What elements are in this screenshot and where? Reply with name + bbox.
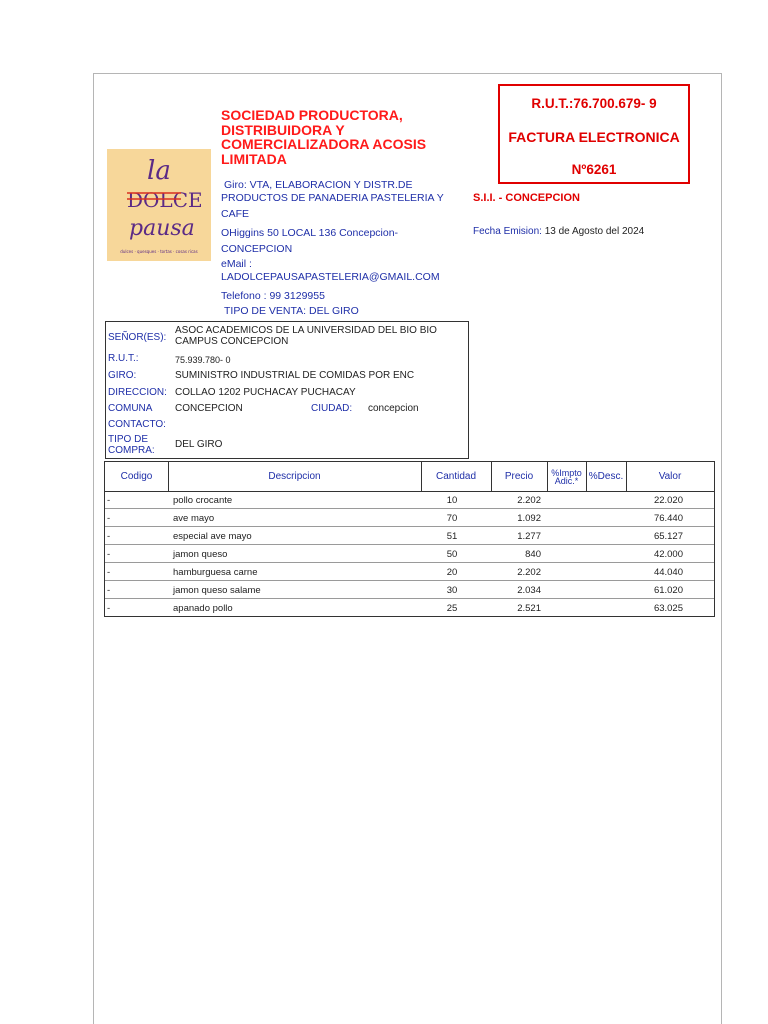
cell-value: 76.440 [653,513,683,524]
issuer-giro-line: CAFE [221,208,250,220]
cell-quantity: 20 [446,567,458,578]
col-header-impto [547,462,586,491]
company-logo [107,149,211,261]
invoice-page [93,73,722,1024]
issuer-email-label: eMail : [221,258,252,270]
issue-date-value: 13 de Agosto del 2024 [544,226,645,237]
client-giro: SUMINISTRO INDUSTRIAL DE COMIDAS POR ENC [175,370,415,381]
column-divider [491,462,492,491]
col-header-codigo: Codigo [120,471,153,482]
column-divider [168,462,169,491]
client-tipo-compra: DEL GIRO [175,439,223,450]
col-header-cantidad: Cantidad [435,471,477,482]
row-divider [105,598,714,599]
cell-code: - [107,585,111,596]
cell-price: 1.277 [517,531,541,542]
company-name [221,108,451,166]
client-label-tipo-compra-1: TIPO DE [108,434,149,445]
cell-quantity: 25 [446,603,458,614]
issuer-address-line: CONCEPCION [221,243,293,255]
cell-code: - [107,549,111,560]
cell-code: - [107,603,111,614]
col-header-valor: Valor [658,471,682,482]
row-divider [105,508,714,509]
row-divider [105,562,714,563]
client-label-rut: R.U.T.: [108,353,139,364]
cell-price: 2.034 [517,585,541,596]
cell-code: - [107,567,111,578]
company-name-line: COMERCIALIZADORA ACOSIS [221,136,427,152]
company-name-line: SOCIEDAD PRODUCTORA, [221,107,403,123]
company-name-line: LIMITADA [221,150,287,167]
cell-quantity: 30 [446,585,458,596]
issuer-giro-line: PRODUCTOS DE PANADERIA PASTELERIA Y [221,192,444,204]
client-direccion: COLLAO 1202 PUCHACAY PUCHACAY [175,387,356,398]
cell-value: 65.127 [653,531,683,542]
cell-value: 63.025 [653,603,683,614]
cell-quantity: 10 [446,495,458,506]
column-divider [626,462,627,491]
cell-description: especial ave mayo [173,531,252,542]
client-name-line2: CAMPUS CONCEPCION [175,336,289,347]
cell-price: 2.521 [517,603,541,614]
client-label-tipo-compra-2: COMPRA: [108,445,155,456]
client-rut: 75.939.780- 0 [175,355,231,365]
table-row [105,510,714,527]
cell-price: 2.202 [517,495,541,506]
cell-value: 44.040 [653,567,683,578]
items-table [104,461,715,617]
col-header-precio: Precio [504,471,534,482]
client-label-senor: SEÑOR(ES): [108,332,167,343]
invoice-id-box [498,84,690,184]
client-ciudad: concepcion [368,403,419,414]
issuer-phone: Telefono : 99 3129955 [221,290,325,302]
cell-description: jamon queso salame [173,585,261,596]
logo-text-pausa: pausa [129,216,195,241]
logo-text-dolce: DOLCE [127,188,203,212]
row-divider [105,544,714,545]
client-comuna: CONCEPCION [175,403,243,414]
invoice-number: Nº6261 [571,162,617,177]
issuer-address [221,225,398,257]
cell-quantity: 51 [446,531,458,542]
logo-graphic [107,149,211,261]
cell-code: - [107,495,111,506]
client-label-ciudad: CIUDAD: [311,403,353,414]
issue-date-label: Fecha Emision: [473,226,542,237]
client-label-direccion: DIRECCION: [108,387,167,398]
cell-value: 22.020 [653,495,683,506]
issuer-giro-line: Giro: VTA, ELABORACION Y DISTR.DE [224,179,413,191]
cell-code: - [107,531,111,542]
issue-date [473,226,644,237]
invoice-rut: R.U.T.:76.700.679- 9 [531,96,657,111]
client-label-giro: GIRO: [108,370,137,381]
row-divider [105,526,714,527]
issuer-email-value: LADOLCEPAUSAPASTELERIA@GMAIL.COM [221,270,440,283]
issuer-address-line: OHiggins 50 LOCAL 136 Concepcion- [221,227,399,239]
logo-tagline: dulces · quesques · tortas · cosas ricas [120,249,198,254]
issuer-sale-type: TIPO DE VENTA: DEL GIRO [224,305,359,317]
cell-description: jamon queso [173,549,228,560]
cell-code: - [107,513,111,524]
client-label-comuna: COMUNA [108,403,153,414]
col-header-impto-line2: Adic.* [554,475,579,486]
table-row [105,582,714,599]
col-header-impto-line1: %Impto [551,467,582,478]
col-header-desc: %Desc. [588,471,624,482]
cell-quantity: 70 [446,513,458,524]
company-name-line: DISTRIBUIDORA Y [221,121,345,138]
table-row [105,600,714,617]
column-divider [421,462,422,491]
cell-value: 42.000 [653,549,683,560]
logo-text-la: la [147,156,171,186]
column-divider [586,462,587,491]
table-row [105,492,714,509]
row-divider [105,580,714,581]
issuer-email [221,258,440,283]
column-divider [547,462,548,491]
cell-price: 1.092 [517,513,541,524]
sii-office: S.I.I. - CONCEPCION [473,192,580,204]
cell-description: pollo crocante [173,495,233,506]
cell-description: apanado pollo [173,603,233,614]
cell-price: 2.202 [517,567,541,578]
cell-description: ave mayo [173,513,215,524]
table-row [105,528,714,545]
table-row [105,546,714,563]
invoice-doc-type: FACTURA ELECTRONICA [508,129,680,145]
cell-description: hamburguesa carne [173,567,258,578]
issuer-giro [221,179,444,221]
client-box [105,321,469,459]
cell-price: 840 [525,549,541,560]
cell-value: 61.020 [653,585,683,596]
table-row [105,564,714,581]
cell-quantity: 50 [446,549,458,560]
client-label-contacto: CONTACTO: [108,419,166,430]
col-header-descripcion: Descripcion [268,471,321,482]
client-name-line1: ASOC ACADEMICOS DE LA UNIVERSIDAD DEL BIO BIO [175,325,437,336]
